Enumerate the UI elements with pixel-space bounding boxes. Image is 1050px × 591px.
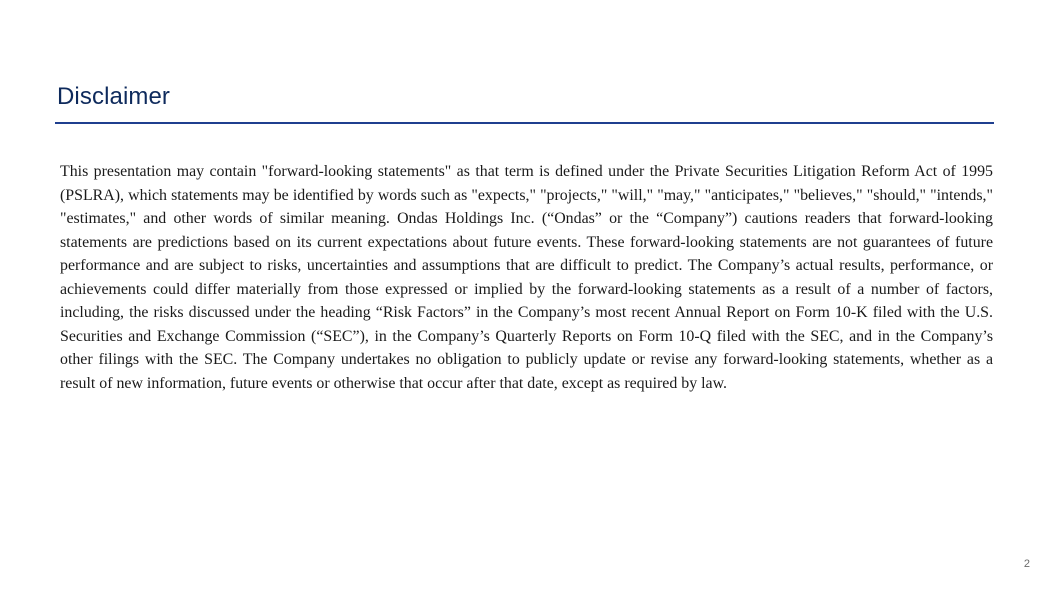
page-title: Disclaimer: [57, 83, 171, 110]
page-number: 2: [1023, 558, 1030, 570]
title-divider: [55, 122, 994, 124]
disclaimer-paragraph: This presentation may contain "forward-looking statements" as that term is defined under the Private Securities Litigation Reform Act of 1995 (PSLRA), which statements may be identified by words such as "expects," "projects," "will," "may," "anticipates," "believes," "should," "intends," "estimates," and other words of similar meaning. Ondas Holdings Inc. (“Ondas” or the “Company”) cautions readers that forward-looking statements are predictions based on its current expectations about future events. These forward-looking statements are not guarantees of future performance and are subject to risks, uncertainties and assumptions that are difficult to predict. The Company’s actual results, performance, or achievements could differ materially from those expressed or implied by the forward-looking statements as a result of a number of factors, including, the risks discussed under the heading “Risk Factors” in the Company’s most recent Annual Report on Form 10-K filed with the U.S. Securities and Exchange Commission (“SEC”), in the Company’s Quarterly Reports on Form 10-Q filed with the SEC, and in the Company’s other filings with the SEC. The Company undertakes no obligation to publicly update or revise any forward-looking statements, whether as a result of new information, future events or otherwise that occur after that date, except as required by law.: [60, 163, 993, 392]
